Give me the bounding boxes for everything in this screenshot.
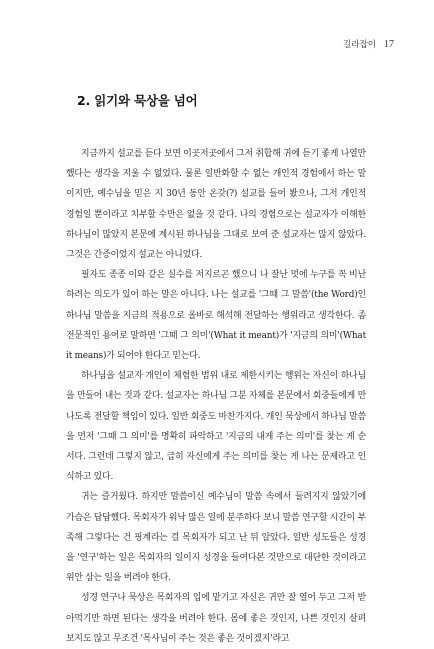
section-title: 2. 읽기와 묵상을 넘어 (77, 93, 198, 108)
page-number: 17 (384, 39, 394, 50)
paragraph-3: 하나님을 설교자 개인이 체험한 범위 내로 제한시키는 행위는 자신이 하나님을 만들어 내는 것과 같다. 설교자는 하나님 그분 자체를 본문에서 회중들에게 만나도록 전달할 책임이 있다. 일반 회중도 마찬가지다. 개인 묵상에서 하나님 말씀을 먼저 '그때 그 의미'를 명확히 파악하고 '지금의 내게 주는 의미'를 찾는 게 순서다. 그런데 그렇지 않고, 급히 자신에게 주는 의미를 찾는 게 나는 문제라고 인식하고 있다. (66, 371, 366, 483)
body-text (66, 144, 366, 649)
running-header (343, 38, 394, 50)
paragraph-2: 필자도 종종 이와 같은 실수를 저지르곤 했으니 나 잘난 멋에 누구를 꼭 비난하려는 의도가 있어 하는 말은 아니다. 나는 설교를 '그때 그 말씀'(the Word)인 하나님 말씀을 지금의 적용으로 올바로 해석해 전달하는 행위라고 생각한다. 좀 전문적인 용어로 말하면 '그때 그 의미'(What it meant)가 '지금의 의미'(What it means)가 되어야 한다고 믿는다. (66, 270, 366, 362)
paragraph-4: 귀는 즐거웠다. 하지만 말씀이신 예수님이 말씀 속에서 들려지지 않았기에 가슴은 답답했다. 목회자가 워낙 많은 일에 분주하다 보니 말씀 연구할 시간이 부족해 그렇다는 건 핑계라는 걸 목회자가 되고 난 뒤 알았다. 일반 성도들은 성경을 '연구'하는 일은 목회자의 일이지 성경을 들여다본 것만으로 대단한 것이라고 위안 삼는 일을 버려야 한다. (66, 492, 366, 584)
paragraph-1: 지금까지 설교를 듣다 보면 이곳저곳에서 그저 취합해 귀에 듣기 좋게 나열만 했다는 생각을 지울 수 없었다. 물론 일반화할 수 없는 개인적 경험에서 하는 말이지만, 예수님을 믿은 지 30년 동안 온갖(?) 설교를 들어 봤으나, 그저 개인적 경험일 뿐이라고 치부할 수만은 없을 것 같다. 나의 경험으로는 설교자가 이해한 하나님이 많았지 본문에 계시된 하나님을 그대로 보여 준 설교자는 많지 않았다. 그것은 간증이었지 설교는 아니었다. (66, 149, 366, 261)
paragraph-5: 성경 연구나 묵상은 목회자의 입에 맡기고 자신은 귀만 잘 열어 두고 그저 받아먹기만 하면 된다는 생각을 버려야 한다. 몸에 좋은 것인지, 나쁜 것인지 살펴보지도 않고 무조건 '목사님이 주는 것은 좋은 것이겠지'라고 (66, 593, 366, 644)
running-title: 길라잡이 (343, 40, 376, 50)
